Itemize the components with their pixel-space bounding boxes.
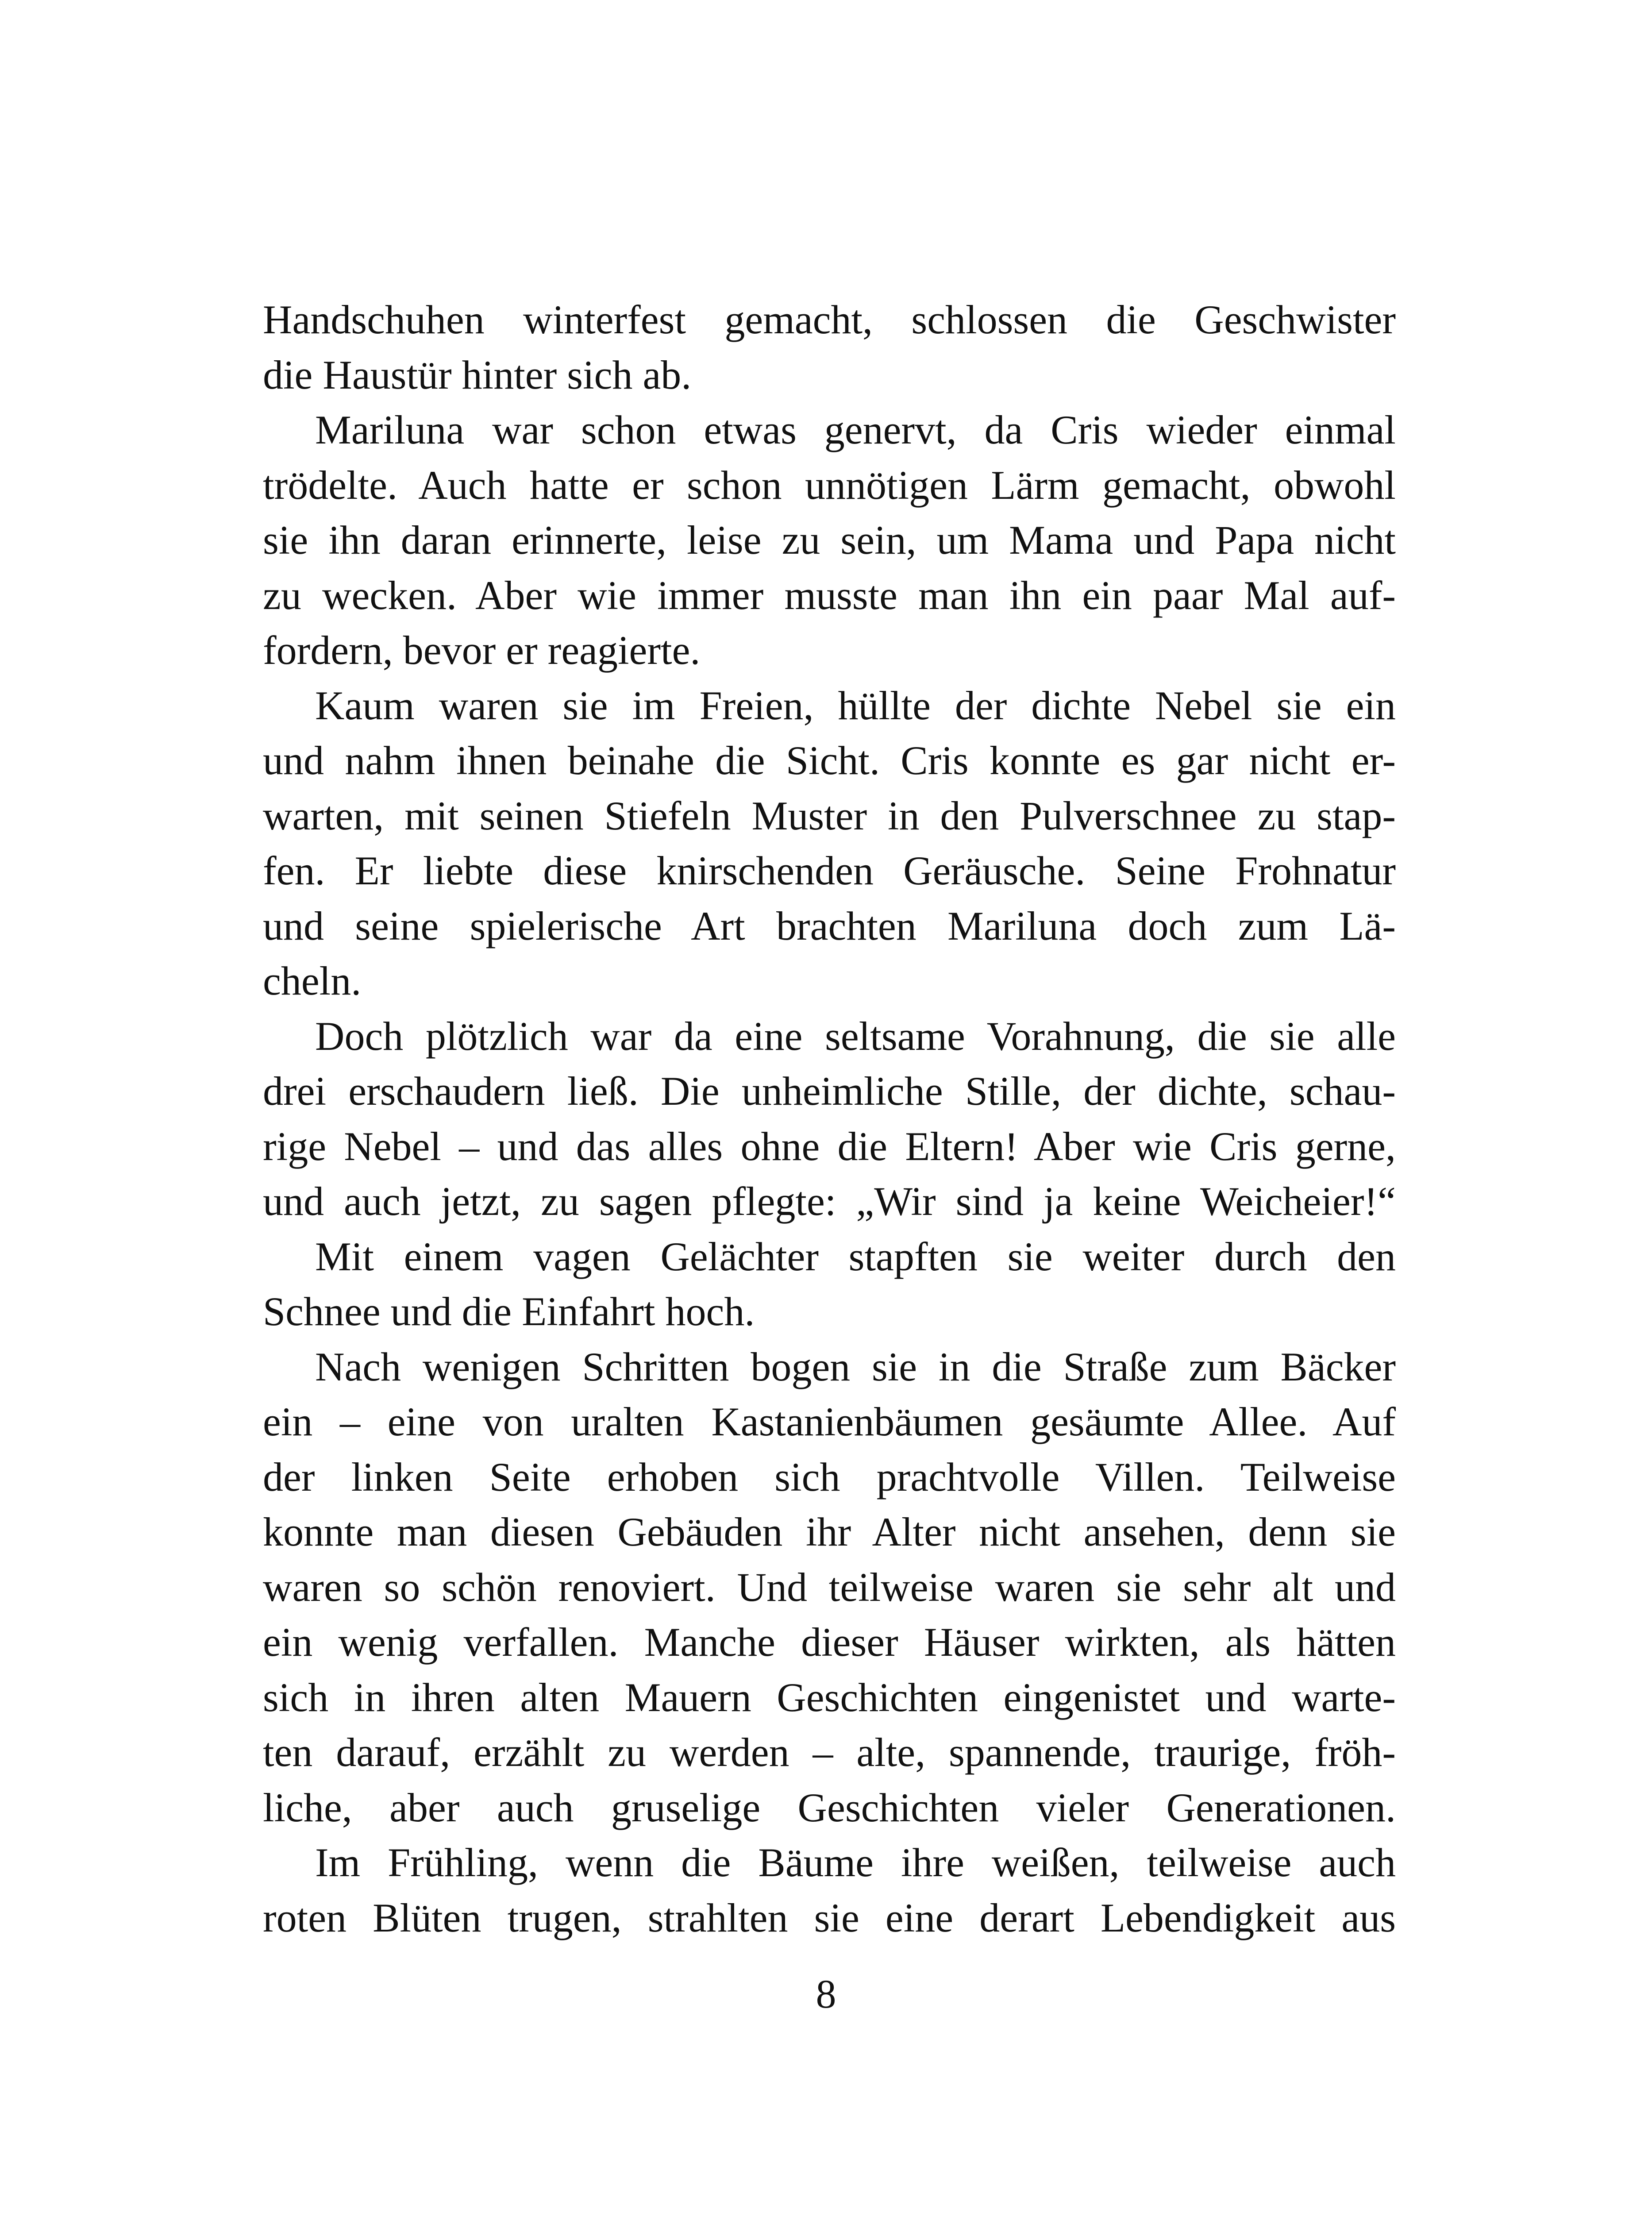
text-line: die Haustür hinter sich ab. [263, 352, 692, 397]
text-line: Mariluna war schon etwas genervt, da Cris wieder einmal [315, 407, 1396, 452]
text-line: ein wenig verfallen. Manche dieser Häuser wirkten, als hätten [263, 1619, 1396, 1665]
text-line: rige Nebel – und das alles ohne die Eltern! Aber wie Cris gerne, [263, 1123, 1396, 1169]
text-line: trödelte. Auch hatte er schon unnötigen Lärm gemacht, obwohl [263, 462, 1396, 508]
text-line: konnte man diesen Gebäuden ihr Alter nicht ansehen, denn sie [263, 1509, 1396, 1554]
text-line: und seine spielerische Art brachten Mariluna doch zum Lä- [263, 903, 1396, 948]
text-line: Im Frühling, wenn die Bäume ihre weißen, teilweise auch [315, 1840, 1396, 1885]
body-text [263, 292, 1396, 1945]
page-number: 8 [816, 1971, 836, 2016]
text-line: fordern, bevor er reagierte. [263, 628, 701, 673]
text-line: der linken Seite erhoben sich prachtvolle Villen. Teilweise [263, 1454, 1396, 1500]
text-line: fen. Er liebte diese knirschenden Geräusche. Seine Frohnatur [263, 848, 1396, 893]
text-line: Doch plötzlich war da eine seltsame Vorahnung, die sie alle [315, 1013, 1396, 1059]
text-line: und auch jetzt, zu sagen pflegte: „Wir sind ja keine Weicheier!“ [263, 1179, 1396, 1224]
text-line: liche, aber auch gruselige Geschichten vieler Generationen. [263, 1785, 1396, 1830]
text-line: Handschuhen winterfest gemacht, schlossen die Geschwister [263, 297, 1396, 342]
text-line: roten Blüten trugen, strahlten sie eine derart Lebendigkeit aus [263, 1895, 1396, 1940]
text-line: drei erschaudern ließ. Die unheimliche Stille, der dichte, schau- [263, 1068, 1396, 1114]
text-line: Kaum waren sie im Freien, hüllte der dichte Nebel sie ein [315, 682, 1396, 728]
text-line: Schnee und die Einfahrt hoch. [263, 1289, 755, 1334]
text-line: Nach wenigen Schritten bogen sie in die Straße zum Bäcker [315, 1344, 1396, 1389]
text-line: ein – eine von uralten Kastanienbäumen gesäumte Allee. Auf [263, 1399, 1396, 1444]
text-line: warten, mit seinen Stiefeln Muster in den Pulverschnee zu stap- [263, 793, 1396, 838]
text-line: ten darauf, erzählt zu werden – alte, spannende, traurige, fröh- [263, 1730, 1396, 1775]
text-line: sich in ihren alten Mauern Geschichten eingenistet und warte- [263, 1674, 1396, 1720]
text-line: waren so schön renoviert. Und teilweise waren sie sehr alt und [263, 1564, 1396, 1610]
text-line: Mit einem vagen Gelächter stapften sie weiter durch den [315, 1234, 1396, 1279]
text-line: cheln. [263, 958, 362, 1003]
text-line: sie ihn daran erinnerte, leise zu sein, um Mama und Papa nicht [263, 517, 1396, 563]
text-line: und nahm ihnen beinahe die Sicht. Cris konnte es gar nicht er- [263, 738, 1396, 783]
text-line: zu wecken. Aber wie immer musste man ihn ein paar Mal auf- [263, 572, 1396, 618]
